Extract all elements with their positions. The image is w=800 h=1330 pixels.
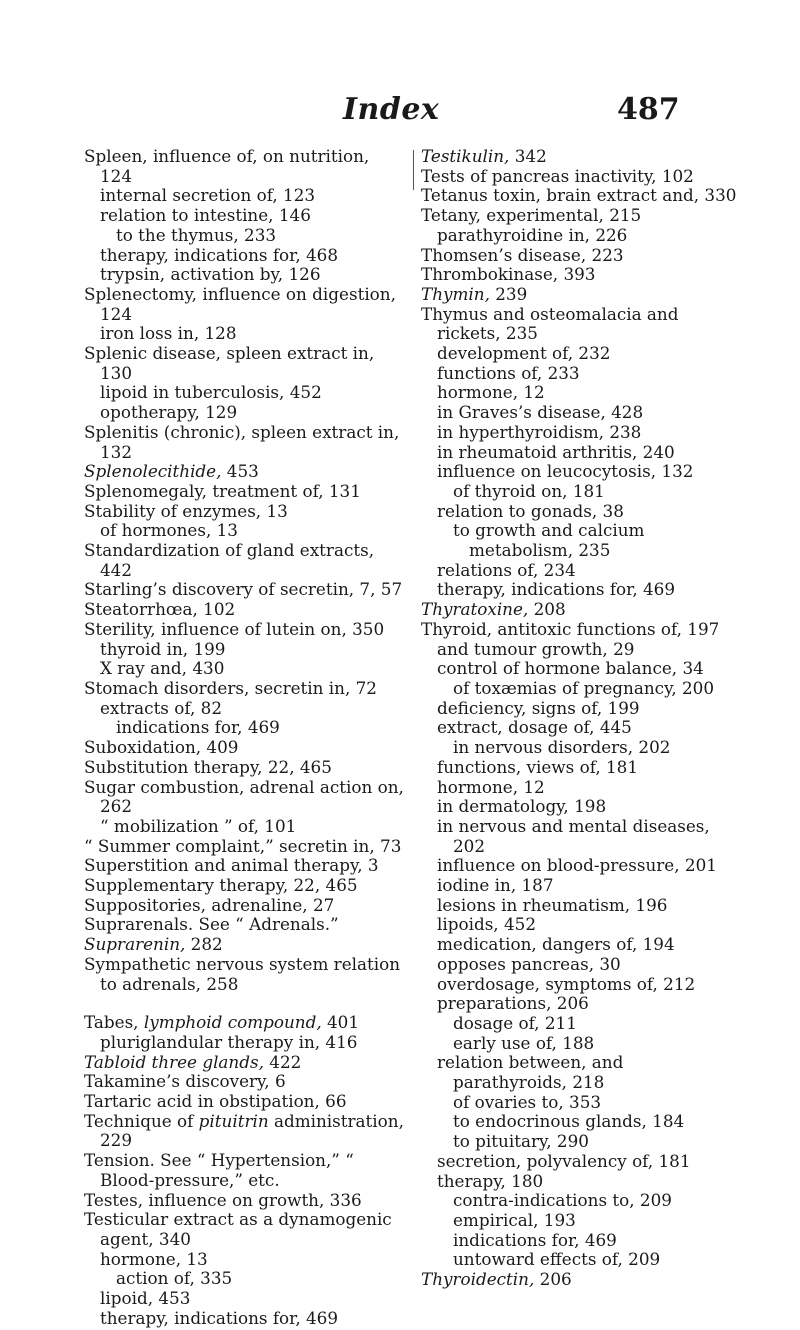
entry-text: Tension. See “ Hypertension,” “ Blood-pressure,” etc. bbox=[84, 1150, 354, 1190]
index-entry bbox=[421, 659, 739, 679]
index-entry bbox=[84, 1191, 404, 1211]
index-entry bbox=[84, 1269, 404, 1289]
entry-text: Thrombokinase, 393 bbox=[421, 264, 596, 285]
entry-text: early use of, 188 bbox=[453, 1032, 595, 1053]
index-entry bbox=[84, 226, 404, 246]
entry-text: in nervous disorders, 202 bbox=[453, 737, 671, 758]
entry-text: 239 bbox=[489, 283, 528, 304]
index-entry bbox=[421, 482, 739, 502]
index-entry bbox=[421, 797, 739, 817]
entry-text: 206 bbox=[534, 1269, 572, 1290]
entry-text: extracts of, 82 bbox=[100, 697, 222, 718]
right-index-column bbox=[421, 147, 739, 1290]
entry-text: relation between, and parathyroids, 218 bbox=[437, 1052, 624, 1093]
entry-text: extract, dosage of, 445 bbox=[437, 717, 632, 738]
entry-italic-term: Testikulin, bbox=[421, 146, 510, 166]
entry-text: 208 bbox=[528, 599, 566, 620]
index-entry bbox=[421, 915, 739, 935]
index-entry bbox=[421, 718, 739, 738]
index-entry bbox=[84, 206, 404, 226]
entry-text: Splenitis (chronic), spleen extract in, 132 bbox=[84, 421, 400, 462]
page-title: Index bbox=[343, 92, 440, 127]
index-entry bbox=[421, 206, 739, 226]
entry-text: Starling’s discovery of secretin, 7, 57 bbox=[84, 579, 403, 600]
entry-text: iodine in, 187 bbox=[437, 875, 554, 896]
index-entry bbox=[84, 955, 404, 994]
index-entry bbox=[421, 1270, 739, 1290]
index-entry bbox=[421, 462, 739, 482]
index-entry bbox=[84, 856, 404, 876]
index-entry bbox=[421, 1250, 739, 1270]
index-entry bbox=[421, 580, 739, 600]
index-entry bbox=[84, 758, 404, 778]
entry-text: relation to gonads, 38 bbox=[437, 500, 624, 521]
index-entry bbox=[421, 147, 739, 167]
index-entry bbox=[421, 1132, 739, 1152]
index-entry bbox=[84, 423, 404, 462]
entry-text: 342 bbox=[509, 146, 547, 166]
index-entry bbox=[84, 817, 404, 837]
index-entry bbox=[421, 167, 739, 187]
index-entry bbox=[421, 778, 739, 798]
index-entry bbox=[84, 679, 404, 699]
index-entry bbox=[84, 285, 404, 324]
index-entry bbox=[84, 1112, 404, 1151]
index-entry bbox=[84, 1053, 404, 1073]
entry-text: “ mobilization ” of, 101 bbox=[100, 815, 297, 836]
entry-text: Suboxidation, 409 bbox=[84, 737, 239, 758]
index-entry bbox=[421, 738, 739, 758]
entry-text: lipoid in tuberculosis, 452 bbox=[100, 382, 322, 403]
entry-text: opotherapy, 129 bbox=[100, 402, 238, 423]
index-entry bbox=[421, 876, 739, 896]
entry-text: Tartaric acid in obstipation, 66 bbox=[84, 1091, 347, 1112]
entry-text: iron loss in, 128 bbox=[100, 323, 237, 344]
index-entry bbox=[84, 147, 404, 186]
entry-text: hormone, 12 bbox=[437, 382, 545, 403]
index-entry bbox=[84, 462, 404, 482]
entry-text: indications for, 469 bbox=[453, 1229, 617, 1250]
entry-text: of hormones, 13 bbox=[100, 520, 238, 541]
index-entry bbox=[84, 778, 404, 817]
entry-text: Supplementary therapy, 22, 465 bbox=[84, 875, 358, 896]
entry-text: to growth and calcium metabolism, 235 bbox=[453, 520, 645, 561]
entry-text: functions of, 233 bbox=[437, 362, 580, 383]
entry-text: of thyroid on, 181 bbox=[453, 480, 605, 501]
column-divider bbox=[413, 150, 414, 190]
index-entry bbox=[421, 305, 739, 344]
index-entry bbox=[421, 679, 739, 699]
index-entry bbox=[84, 1210, 404, 1249]
index-entry bbox=[421, 1034, 739, 1054]
entry-text: parathyroidine in, 226 bbox=[437, 224, 628, 245]
index-entry bbox=[421, 1211, 739, 1231]
index-entry bbox=[421, 1093, 739, 1113]
entry-text: Spleen, influence of, on nutrition, 124 bbox=[84, 146, 370, 186]
entry-text: lipoids, 452 bbox=[437, 914, 536, 935]
page-number: 487 bbox=[617, 92, 680, 127]
entry-text: medication, dangers of, 194 bbox=[437, 934, 675, 955]
index-entry bbox=[84, 935, 404, 955]
index-entry bbox=[84, 383, 404, 403]
index-entry bbox=[84, 896, 404, 916]
entry-text: Splenectomy, influence on digestion, 124 bbox=[84, 283, 396, 324]
index-entry bbox=[421, 246, 739, 266]
entry-text: to the thymus, 233 bbox=[116, 224, 277, 245]
index-entry bbox=[421, 265, 739, 285]
entry-text: preparations, 206 bbox=[437, 993, 589, 1014]
entry-text: Tetanus toxin, brain extract and, 330 bbox=[421, 185, 737, 206]
index-entry bbox=[421, 1014, 739, 1034]
index-entry bbox=[421, 600, 739, 620]
entry-text: lesions in rheumatism, 196 bbox=[437, 894, 668, 915]
entry-italic-term: Splenolecithide, bbox=[84, 461, 222, 482]
entry-text: in rheumatoid arthritis, 240 bbox=[437, 441, 675, 462]
index-entry bbox=[84, 876, 404, 896]
index-entry bbox=[84, 324, 404, 344]
entry-text: functions, views of, 181 bbox=[437, 756, 639, 777]
index-entry bbox=[84, 620, 404, 640]
entry-text: Stomach disorders, secretin in, 72 bbox=[84, 677, 377, 698]
entry-italic-term: Thyroidectin, bbox=[421, 1269, 535, 1290]
index-entry bbox=[421, 561, 739, 581]
entry-italic-term: pituitrin bbox=[198, 1110, 269, 1131]
index-entry bbox=[421, 640, 739, 660]
entry-text: influence on blood-pressure, 201 bbox=[437, 855, 717, 876]
index-entry bbox=[84, 246, 404, 266]
entry-text: and tumour growth, 29 bbox=[437, 638, 635, 659]
entry-text: 282 bbox=[185, 934, 223, 955]
entry-text: 401 bbox=[321, 1012, 360, 1033]
entry-italic-term: Thyratoxine, bbox=[421, 599, 529, 620]
index-entry bbox=[421, 896, 739, 916]
index-entry bbox=[84, 1309, 404, 1329]
entry-text: hormone, 12 bbox=[437, 776, 545, 797]
entry-text: Splenomegaly, treatment of, 131 bbox=[84, 480, 361, 501]
entry-text: Standardization of gland extracts, 442 bbox=[84, 540, 375, 580]
entry-text: action of, 335 bbox=[116, 1268, 233, 1289]
index-entry bbox=[84, 186, 404, 206]
entry-italic-term: lymphoid compound, bbox=[143, 1012, 322, 1033]
entry-text: Thyroid, antitoxic functions of, 197 bbox=[421, 618, 720, 639]
entry-text: relations of, 234 bbox=[437, 559, 576, 580]
entry-text: Substitution therapy, 22, 465 bbox=[84, 756, 332, 777]
entry-text: therapy, 180 bbox=[437, 1170, 544, 1191]
index-entry bbox=[84, 1033, 404, 1053]
section-gap bbox=[84, 994, 404, 1013]
entry-text: “ Summer complaint,” secretin in, 73 bbox=[84, 835, 402, 856]
entry-text: therapy, indications for, 468 bbox=[100, 244, 339, 265]
page-header bbox=[0, 92, 800, 132]
index-entry bbox=[421, 285, 739, 305]
entry-text: contra-indications to, 209 bbox=[453, 1190, 672, 1211]
index-entry bbox=[421, 1152, 739, 1172]
entry-text: thyroid in, 199 bbox=[100, 638, 226, 659]
index-entry bbox=[84, 699, 404, 719]
entry-text: 422 bbox=[263, 1051, 302, 1072]
index-entry bbox=[84, 659, 404, 679]
index-entry bbox=[421, 817, 739, 856]
entry-text: to pituitary, 290 bbox=[453, 1131, 589, 1152]
index-entry bbox=[421, 994, 739, 1014]
entry-text: of toxæmias of pregnancy, 200 bbox=[453, 677, 715, 698]
entry-text: trypsin, activation by, 126 bbox=[100, 264, 321, 285]
entry-text: Sterility, influence of lutein on, 350 bbox=[84, 618, 385, 639]
index-entry bbox=[84, 1092, 404, 1112]
entry-text: Takamine’s discovery, 6 bbox=[84, 1071, 286, 1092]
index-entry bbox=[84, 344, 404, 383]
entry-text: Sympathetic nervous system relation to adrenals, 258 bbox=[84, 953, 401, 994]
index-entry bbox=[421, 620, 739, 640]
index-entry bbox=[84, 265, 404, 285]
entry-text: 453 bbox=[221, 461, 259, 482]
index-entry bbox=[421, 1191, 739, 1211]
entry-text: to endocrinous glands, 184 bbox=[453, 1111, 685, 1132]
index-entry bbox=[84, 837, 404, 857]
entry-text: deficiency, signs of, 199 bbox=[437, 697, 640, 718]
entry-text: secretion, polyvalency of, 181 bbox=[437, 1150, 691, 1171]
index-entry bbox=[421, 699, 739, 719]
index-entry bbox=[84, 1072, 404, 1092]
index-entry bbox=[84, 1151, 404, 1190]
index-entry bbox=[84, 738, 404, 758]
entry-italic-term: Suprarenin, bbox=[84, 934, 186, 955]
index-entry bbox=[421, 1172, 739, 1192]
entry-text: Suppositories, adrenaline, 27 bbox=[84, 894, 335, 915]
entry-text: internal secretion of, 123 bbox=[100, 185, 316, 206]
index-entry bbox=[84, 541, 404, 580]
index-entry bbox=[421, 502, 739, 522]
entry-text: Technique of bbox=[84, 1110, 199, 1131]
index-entry bbox=[421, 383, 739, 403]
entry-text: untoward effects of, 209 bbox=[453, 1249, 661, 1270]
index-entry bbox=[421, 521, 739, 560]
entry-text: in Graves’s disease, 428 bbox=[437, 402, 644, 423]
index-entry bbox=[421, 1112, 739, 1132]
entry-text: administration, 229 bbox=[100, 1110, 404, 1151]
index-entry bbox=[84, 915, 404, 935]
entry-text: opposes pancreas, 30 bbox=[437, 953, 621, 974]
entry-text: Splenic disease, spleen extract in, 130 bbox=[84, 343, 375, 383]
entry-text: therapy, indications for, 469 bbox=[437, 579, 676, 600]
entry-text: Thomsen’s disease, 223 bbox=[421, 244, 624, 265]
index-entry bbox=[421, 955, 739, 975]
entry-text: empirical, 193 bbox=[453, 1209, 576, 1230]
index-entry bbox=[84, 640, 404, 660]
entry-text: in nervous and mental diseases, 202 bbox=[437, 815, 710, 856]
index-entry bbox=[84, 1013, 404, 1033]
entry-text: X ray and, 430 bbox=[100, 658, 225, 679]
entry-text: influence on leucocytosis, 132 bbox=[437, 461, 694, 482]
index-entry bbox=[421, 186, 739, 206]
left-index-column bbox=[84, 147, 404, 1328]
entry-text: therapy, indications for, 469 bbox=[100, 1307, 339, 1328]
index-entry bbox=[421, 443, 739, 463]
index-entry bbox=[421, 403, 739, 423]
index-entry bbox=[84, 403, 404, 423]
index-entry bbox=[84, 502, 404, 522]
entry-text: Testicular extract as a dynamogenic agent, 340 bbox=[84, 1209, 392, 1249]
index-entry bbox=[84, 600, 404, 620]
index-entry bbox=[421, 423, 739, 443]
entry-text: in dermatology, 198 bbox=[437, 796, 607, 817]
index-entry bbox=[421, 1231, 739, 1251]
index-entry bbox=[84, 580, 404, 600]
entry-text: relation to intestine, 146 bbox=[100, 205, 311, 226]
entry-text: control of hormone balance, 34 bbox=[437, 658, 704, 679]
index-entry bbox=[421, 364, 739, 384]
index-entry bbox=[84, 521, 404, 541]
entry-italic-term: Tabloid three glands, bbox=[84, 1051, 264, 1072]
index-entry bbox=[84, 482, 404, 502]
entry-text: Sugar combustion, adrenal action on, 262 bbox=[84, 776, 404, 817]
entry-text: Thymus and osteomalacia and rickets, 235 bbox=[421, 303, 679, 344]
index-entry bbox=[421, 856, 739, 876]
entry-text: Testes, influence on growth, 336 bbox=[84, 1189, 362, 1210]
entry-italic-term: Thymin, bbox=[421, 283, 490, 304]
entry-text: indications for, 469 bbox=[116, 717, 280, 738]
index-entry bbox=[84, 1289, 404, 1309]
index-entry bbox=[421, 344, 739, 364]
index-entry bbox=[421, 1053, 739, 1092]
entry-text: of ovaries to, 353 bbox=[453, 1091, 602, 1112]
index-entry bbox=[421, 758, 739, 778]
entry-text: pluriglandular therapy in, 416 bbox=[100, 1031, 358, 1052]
entry-text: Stability of enzymes, 13 bbox=[84, 500, 288, 521]
index-entry bbox=[421, 975, 739, 995]
entry-text: lipoid, 453 bbox=[100, 1288, 191, 1309]
entry-text: Tests of pancreas inactivity, 102 bbox=[421, 165, 694, 186]
entry-text: in hyperthyroidism, 238 bbox=[437, 421, 642, 442]
entry-text: development of, 232 bbox=[437, 343, 611, 364]
index-entry bbox=[84, 718, 404, 738]
entry-text: hormone, 13 bbox=[100, 1248, 208, 1269]
index-entry bbox=[421, 226, 739, 246]
entry-text: Tetany, experimental, 215 bbox=[421, 205, 642, 226]
entry-text: dosage of, 211 bbox=[453, 1012, 577, 1033]
entry-text: overdosage, symptoms of, 212 bbox=[437, 973, 696, 994]
entry-text: Suprarenals. See “ Adrenals.” bbox=[84, 914, 339, 935]
index-entry bbox=[84, 1250, 404, 1270]
entry-text: Superstition and animal therapy, 3 bbox=[84, 855, 379, 876]
index-entry bbox=[421, 935, 739, 955]
entry-text: Steatorrhœa, 102 bbox=[84, 599, 236, 620]
entry-text: Tabes, bbox=[84, 1012, 144, 1033]
